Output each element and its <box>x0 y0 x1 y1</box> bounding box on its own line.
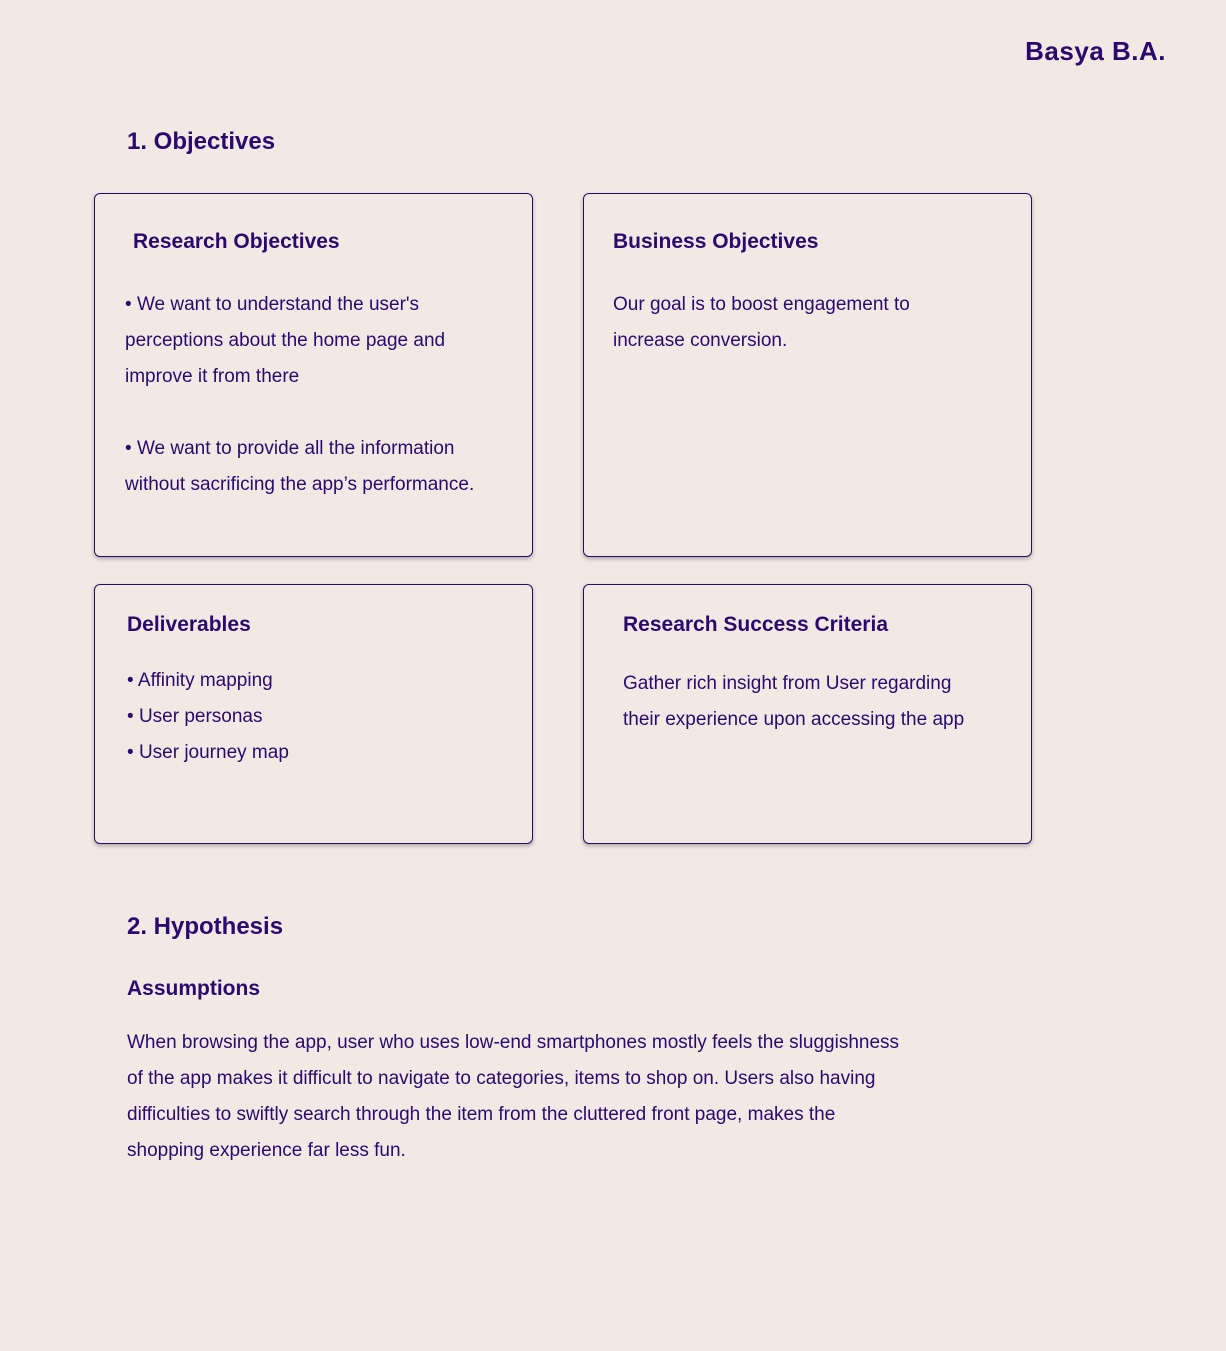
business-objectives-card <box>583 193 1032 557</box>
research-objective-item: • We want to understand the user's perceptions about the home page and improve it from there <box>125 294 446 387</box>
success-criteria-text: Gather rich insight from User regarding their experience upon accessing the app <box>623 673 965 730</box>
research-objectives-card <box>94 193 533 557</box>
deliverables-card <box>94 584 533 844</box>
assumptions-text: When browsing the app, user who uses low-end smartphones mostly feels the sluggishness of the app makes it difficult to navigate to categories, items to shop on. Users also having difficulties to swiftly search through the item from the cluttered front page, makes the shopping experience far less fun. <box>127 1032 900 1161</box>
assumptions-title: Assumptions <box>127 977 261 1000</box>
success-criteria-title: Research Success Criteria <box>623 613 888 636</box>
research-objectives-list <box>125 287 500 503</box>
success-criteria-card <box>583 584 1032 844</box>
hypothesis-heading: 2. Hypothesis <box>127 913 284 940</box>
research-objective-item: • We want to provide all the information without sacrificing the app’s performance. <box>125 438 475 495</box>
business-objectives-text: Our goal is to boost engagement to increase conversion. <box>613 294 910 351</box>
deliverable-item: • Affinity mapping <box>127 663 507 699</box>
business-objectives-title: Business Objectives <box>613 230 819 253</box>
research-objectives-title: Research Objectives <box>133 230 340 253</box>
deliverables-title: Deliverables <box>127 613 251 636</box>
deliverable-item: • User personas <box>127 699 507 735</box>
author-name: Basya B.A. <box>1025 36 1166 66</box>
objectives-heading: 1. Objectives <box>127 128 276 155</box>
deliverable-item: • User journey map <box>127 735 507 771</box>
deliverables-list <box>127 663 507 771</box>
